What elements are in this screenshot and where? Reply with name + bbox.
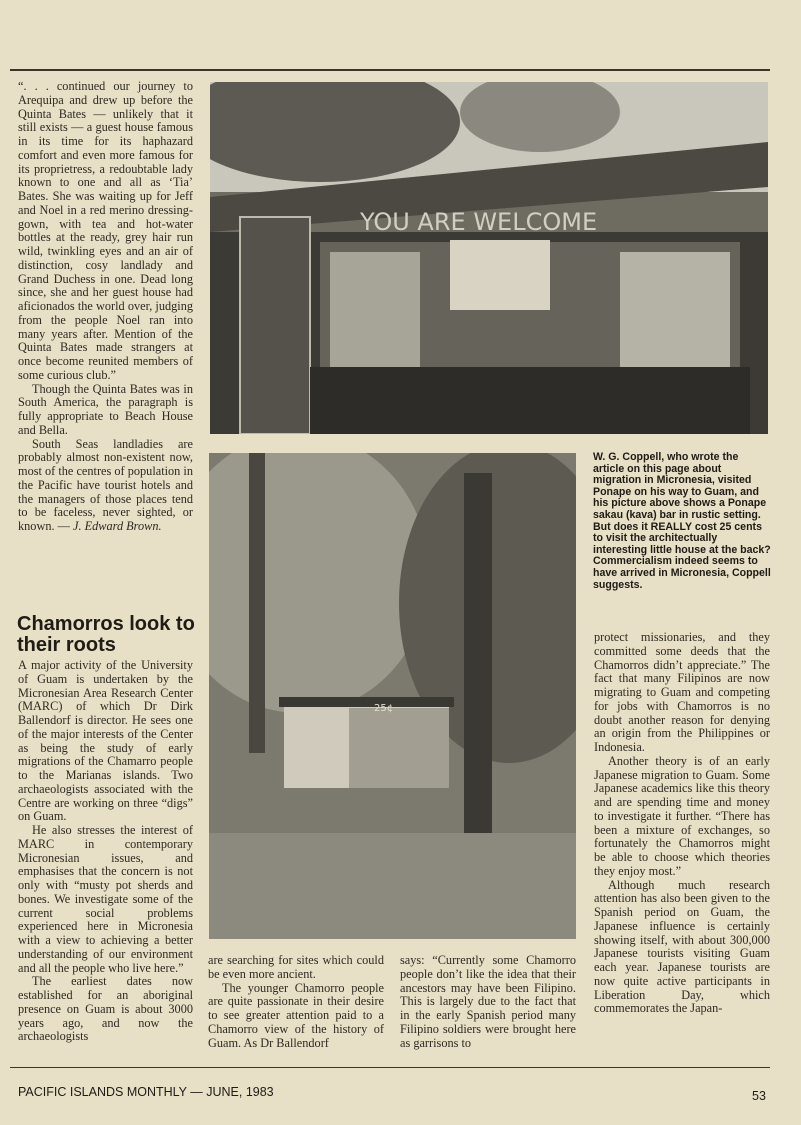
byline: J. Edward Brown. (73, 519, 162, 533)
paragraph: says: “Currently some Chamorro people don’t like the idea that their ancestors may have been Filipino. This is largely due to the fact that in the early Spanish period many Filipino soldiers were brought here as garrisons to (400, 953, 576, 1050)
paragraph: protect missionaries, and they committed some deeds that the Chamorros didn’t appreciate.” The fact that many Filipinos are now migrating to Guam and competing for jobs with Chamorros is no doubt another reason for denying an origin from the Philippines or Indonesia. (594, 630, 770, 754)
page-number: 53 (752, 1089, 766, 1103)
little-house-illustration (209, 453, 576, 939)
article-headline: Chamorros look to their roots (17, 613, 195, 656)
paragraph: He also stresses the interest of MARC in contemporary Micronesian issues, and emphasises that the concern is not only with “musty pot sherds and bones. We investigate some of the current social problems experienced here in Micronesia with a view to achieving a better understanding of our environment and all the people who live here.” (18, 823, 193, 975)
paragraph: Another theory is of an early Japanese migration to Guam. Some Japanese academics like this theory and are spending time and money to investigate it further. “There has been a mixture of exchanges, so fortunately the Chamorros might be able to choose which theories they enjoy most.” (594, 753, 770, 878)
house-price-sign: 25¢ (374, 703, 394, 714)
paragraph: are searching for sites which could be even more ancient. (208, 953, 384, 981)
article-column-3 (400, 954, 576, 1050)
paragraph-text: South Seas landladies are probably almost non-existent now, most of the centres of population in the Pacific have tourist hotels and the managers of those places tend to be faceless, never sighted, or known. — (18, 436, 193, 533)
article-column-2 (208, 954, 384, 1050)
kava-bar-illustration (210, 82, 768, 434)
photo-kava-bar (210, 82, 768, 434)
article-column-4 (594, 631, 770, 1016)
top-rule (10, 69, 770, 71)
paragraph: A major activity of the University of Guam is undertaken by the Micronesian Area Research Center (MARC) of which Dr Dirk Ballendorf is director. He sees one of the major interests of the Center as being the study of early migrations of the Chamarro people to the Marianas islands. Two archaeologists associated with the Centre are working on three “digs” on Guam. (18, 658, 193, 824)
paragraph: Although much research attention has also been given to the Spanish period on Guam, the Japanese influence is certainly showing itself, with about 300,000 Japanese tourists visiting Guam each year. Japanese tourists are now quite active participants in Liberation Day, which commemorates the Japan- (594, 877, 770, 1016)
paragraph: The younger Chamorro people are quite passionate in their desire to see greater attention paid to a Chamorro view of the history of Guam. As Dr Ballendorf (208, 980, 384, 1050)
paragraph (18, 438, 193, 534)
article-column-1 (18, 659, 193, 1044)
paragraph: Though the Quinta Bates was in South America, the paragraph is fully appropriate to Beach House and Bella. (18, 381, 193, 437)
photo-little-house (209, 453, 576, 939)
article-quinta-bates (18, 80, 193, 534)
paragraph: “. . . continued our journey to Arequipa and drew up before the Quinta Bates — unlikely that it still exists — a guest house famous in its time for its haphazard comfort and even more famous for its proprietress, a redoubtable lady known to one and all as ‘Tia’ Bates. She was waiting up for Jeff and Noel in a red merino dressing-gown, with tea and hot-water bottles at the ready, grey hair run wild, twinkling eyes and an air of distinction, cosy landlady and Grand Duchess in one. Dead long since, she and her guest house had aficionados the world over, judging from the people Noel ran into many years after. Mention of the Quinta Bates made strangers at once become reunited members of some curious club.” (18, 79, 193, 382)
footer-rule (10, 1067, 770, 1068)
welcome-sign: YOU ARE WELCOME (360, 208, 598, 236)
photo-caption: W. G. Coppell, who wrote the article on this page about migration in Micronesia, visited Ponape on his way to Guam, and his picture above shows a Ponape sakau (kava) bar in rustic setting. But does it REALLY cost 25 cents to visit the architectually interesting little house at the back? Commercialism indeed seems to have arrived in Micronesia, Coppell suggests. (593, 451, 771, 591)
paragraph: The earliest dates now established for an aboriginal presence on Guam is about 3000 years ago, and now the archaeologists (18, 974, 193, 1044)
footer-publication: PACIFIC ISLANDS MONTHLY — JUNE, 1983 (18, 1085, 274, 1099)
